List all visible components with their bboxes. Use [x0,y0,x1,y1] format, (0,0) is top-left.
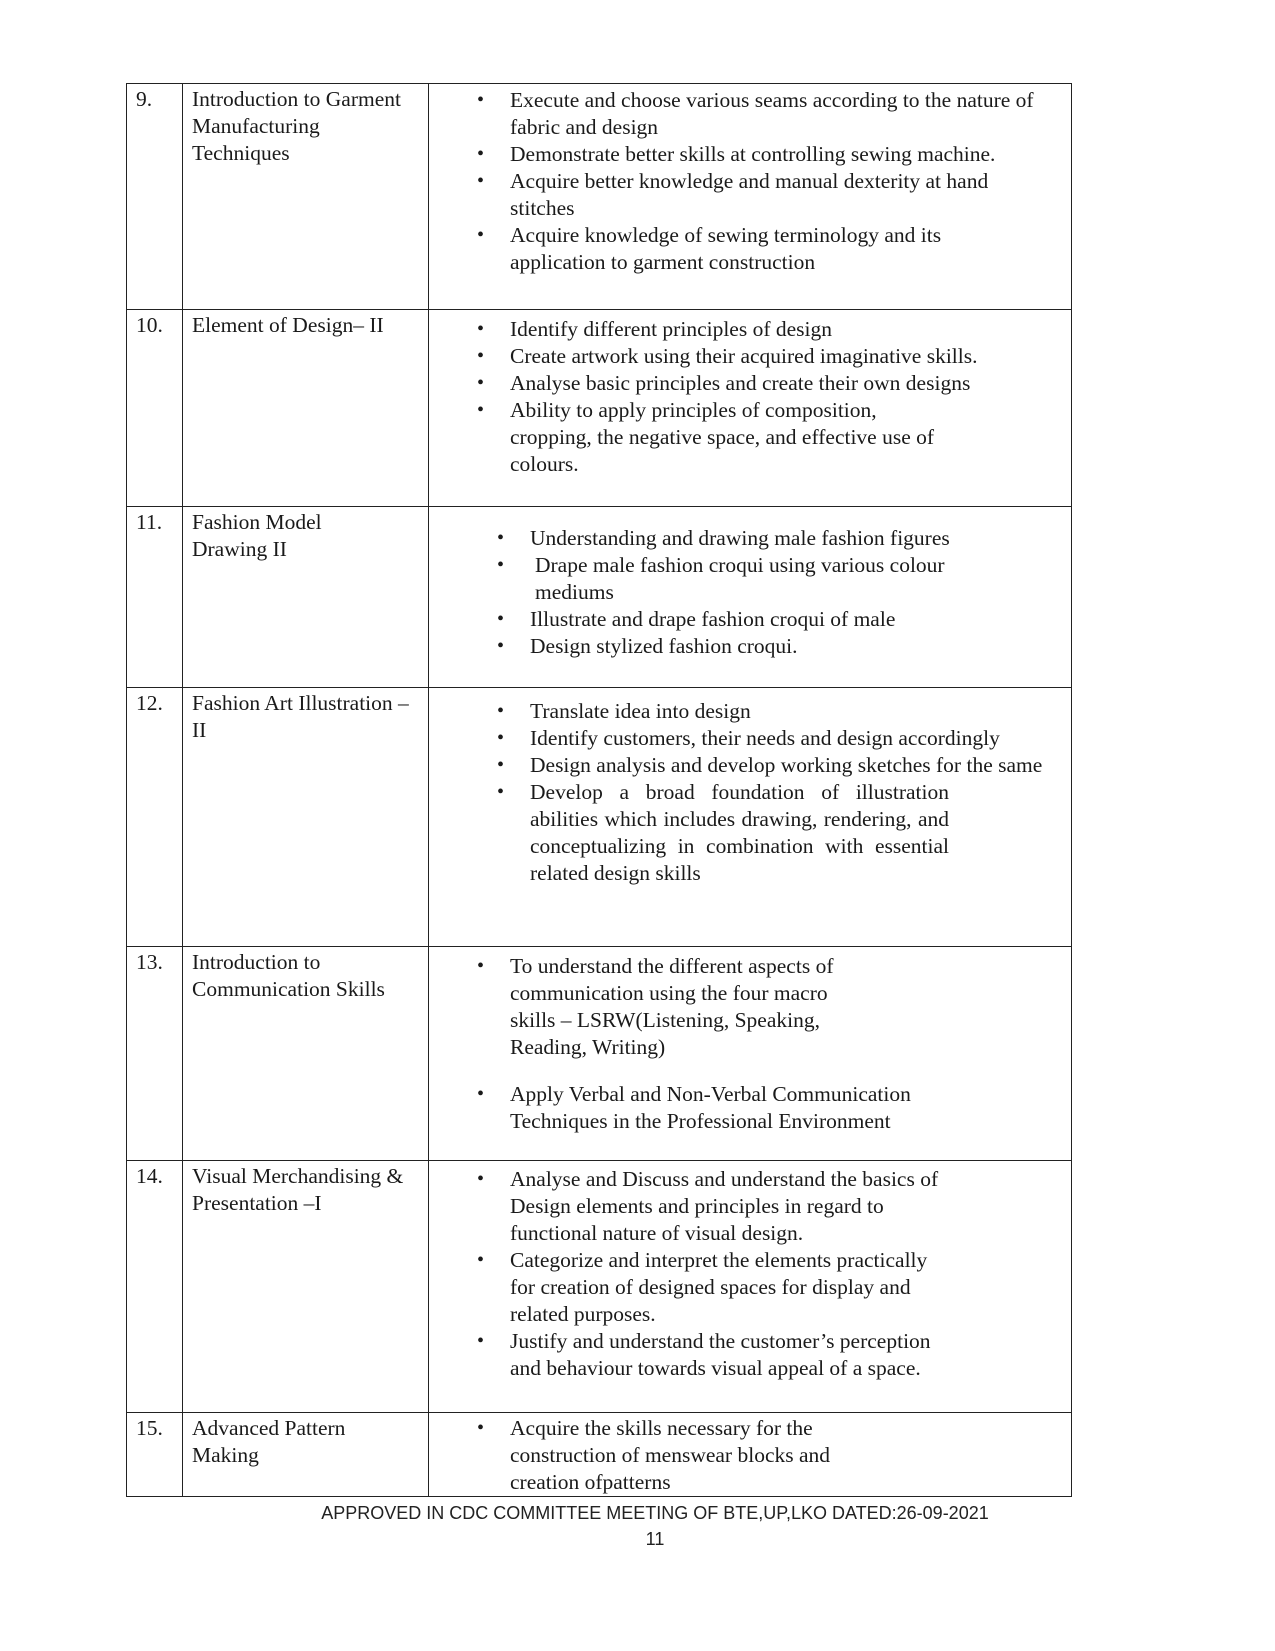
outcome-item: • Execute and choose various seams according to the nature of fabric and design [429,87,1059,141]
course-title: Element of Design– II [183,310,429,507]
page-number: 11 [645,1529,665,1549]
table-row [127,1413,1072,1497]
outcome-item: • Justify and understand the customer’s perception and behaviour towards visual appeal of a space. [429,1328,1059,1382]
outcome-item: • Illustrate and drape fashion croqui of male [429,606,1059,633]
outcomes-cell [429,1161,1072,1413]
serial-number: 12. [127,688,183,947]
outcome-item: • Design stylized fashion croqui. [429,633,1059,660]
outcome-item: • Translate idea into design [429,698,1059,725]
outcome-list [429,953,1059,1135]
page-footer [0,1500,1275,1552]
outcome-item: • Design analysis and develop working sketches for the same [429,752,1059,779]
outcome-item: • Drape male fashion croqui using various colour mediums [429,552,1059,606]
serial-number: 11. [127,507,183,688]
outcome-list [429,87,1059,276]
outcome-item: • Apply Verbal and Non-Verbal Communication Techniques in the Professional Environment [429,1081,1059,1135]
course-title: Fashion Art Illustration – II [183,688,429,947]
serial-number: 14. [127,1161,183,1413]
outcome-item: • Demonstrate better skills at controlling sewing machine. [429,141,1059,168]
outcome-item: • Categorize and interpret the elements practically for creation of designed spaces for display and related purposes. [429,1247,1059,1328]
outcomes-table [126,83,1072,1497]
table-row [127,507,1072,688]
outcome-item: • Analyse basic principles and create their own designs [429,370,1059,397]
outcome-item: • Create artwork using their acquired imaginative skills. [429,343,1059,370]
outcome-item: • Acquire knowledge of sewing terminology and its application to garment construction [429,222,1059,276]
approval-note: APPROVED IN CDC COMMITTEE MEETING OF BTE,UP,LKO DATED:26-09-2021 [321,1503,989,1523]
outcome-item: • Ability to apply principles of composition, cropping, the negative space, and effective use of colours. [429,397,1059,478]
outcomes-cell [429,688,1072,947]
outcome-list [429,525,1059,660]
table-row [127,1161,1072,1413]
serial-number: 10. [127,310,183,507]
outcome-item: • To understand the different aspects of communication using the four macro skills – LSRW(Listening, Speaking, Reading, Writing) [429,953,1059,1061]
outcome-item: • Develop a broad foundation of illustration abilities which includes drawing, rendering, and conceptualizing in combination with essential related design skills [429,779,1059,887]
outcome-list [429,1166,1059,1382]
outcome-item: • Understanding and drawing male fashion figures [429,525,1059,552]
course-title: Introduction to Garment Manufacturing Techniques [183,84,429,310]
outcomes-cell [429,947,1072,1161]
outcome-item: • Identify customers, their needs and design accordingly [429,725,1059,752]
outcomes-cell [429,84,1072,310]
serial-number: 9. [127,84,183,310]
outcomes-cell [429,1413,1072,1497]
outcome-item: • Acquire better knowledge and manual dexterity at hand stitches [429,168,1059,222]
outcome-item: • Acquire the skills necessary for the construction of menswear blocks and creation ofpatterns [429,1415,1059,1496]
course-title: Visual Merchandising & Presentation –I [183,1161,429,1413]
outcome-item: • Analyse and Discuss and understand the basics of Design elements and principles in regard to functional nature of visual design. [429,1166,1059,1247]
outcome-list [429,1415,1059,1496]
outcome-item: • Identify different principles of design [429,316,1059,343]
table-row [127,84,1072,310]
table-row [127,310,1072,507]
serial-number: 13. [127,947,183,1161]
outcome-list [429,316,1059,478]
course-title: Introduction to Communication Skills [183,947,429,1161]
outcomes-cell [429,310,1072,507]
serial-number: 15. [127,1413,183,1497]
course-title: Advanced Pattern Making [183,1413,429,1497]
outcome-list [429,698,1059,887]
table-row [127,688,1072,947]
table-row [127,947,1072,1161]
outcomes-cell [429,507,1072,688]
course-title: Fashion Model Drawing II [183,507,429,688]
